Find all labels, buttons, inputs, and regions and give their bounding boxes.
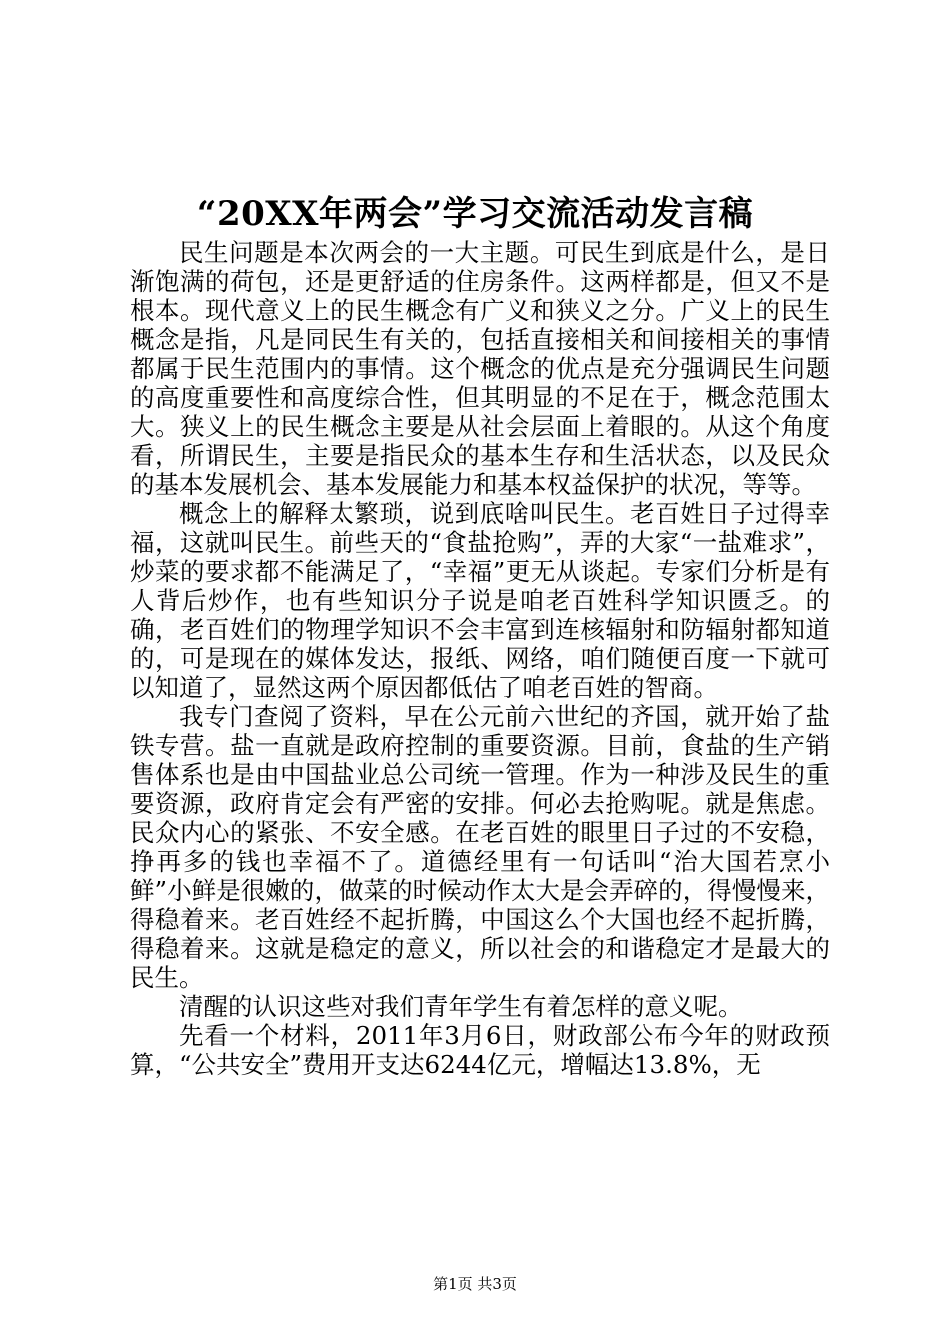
page-number-footer: 第1页 共3页 (433, 1275, 517, 1293)
paragraph: 先看一个材料，2011年3月6日，财政部公布今年的财政预算，“公共安全”费用开支达6244亿元，增幅达13.8%，无 (130, 1021, 830, 1079)
paragraph: 概念上的解释太繁琐，说到底啥叫民生。老百姓日子过得幸福，这就叫民生。前些天的“食盐抢购”，弄的大家“一盐难求”，炒菜的要求都不能满足了，“幸福”更无从谈起。专家们分析是有人背后炒作，也有些知识分子说是咱老百姓科学知识匮乏。的确，老百姓们的物理学知识不会丰富到连核辐射和防辐射都知道的，可是现在的媒体发达，报纸、网络，咱们随便百度一下就可以知道了，显然这两个原因都低估了咱老百姓的智商。 (130, 499, 830, 702)
paragraph: 清醒的认识这些对我们青年学生有着怎样的意义呢。 (179, 992, 743, 1021)
paragraph: 我专门查阅了资料，早在公元前六世纪的齐国，就开始了盐铁专营。盐一直就是政府控制的重要资源。目前，食盐的生产销售体系也是由中国盐业总公司统一管理。作为一种涉及民生的重要资源，政府肯定会有严密的安排。何必去抢购呢。就是焦虑。民众内心的紧张、不安全感。在老百姓的眼里日子过的不安稳，挣再多的钱也幸福不了。道德经里有一句话叫“治大国若烹小鲜”小鲜是很嫩的，做菜的时候动作太大是会弄碎的，得慢慢来，得稳着来。老百姓经不起折腾，中国这么个大国也经不起折腾，得稳着来。这就是稳定的意义，所以社会的和谐稳定才是最大的民生。 (130, 702, 830, 992)
paragraph: 民生问题是本次两会的一大主题。可民生到底是什么，是日渐饱满的荷包，还是更舒适的住房条件。这两样都是，但又不是根本。现代意义上的民生概念有广义和狭义之分。广义上的民生概念是指，凡是同民生有关的，包括直接相关和间接相关的事情都属于民生范围内的事情。这个概念的优点是充分强调民生问题的高度重要性和高度综合性，但其明显的不足在于，概念范围太大。狭义上的民生概念主要是从社会层面上着眼的。从这个角度看，所谓民生，主要是指民众的基本生存和生活状态，以及民众的基本发展机会、基本发展能力和基本权益保护的状况，等等。 (130, 238, 830, 499)
document-title: “20XX年两会”学习交流活动发言稿 (196, 194, 754, 234)
document-body (130, 238, 830, 1079)
